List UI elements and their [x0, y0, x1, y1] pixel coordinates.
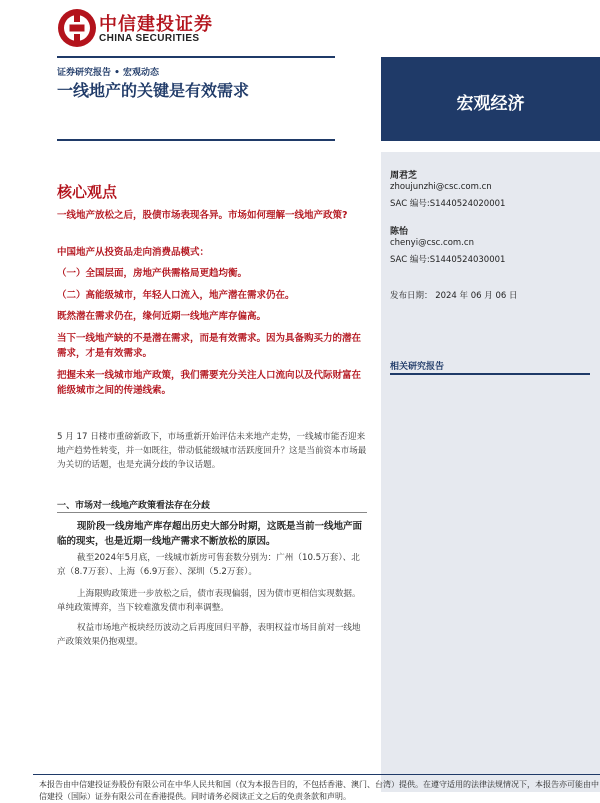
- body-paragraph: 上海限购政策进一步放松之后，债市表现偏弱，因为债市更相信实现数据。单纯政策博弈，当下较难激发债市利率调整。: [57, 589, 361, 613]
- section-heading: 一、市场对一线地产政策看法存在分歧: [57, 501, 211, 511]
- key-point: 当下一线地产缺的不是潜在需求，而是有效需求。因为具备购买力的潜在需求，才是有效需求。: [57, 333, 362, 359]
- related-reports-label: 相关研究报告: [390, 362, 445, 372]
- page-title: 一线地产的关键是有效需求: [57, 81, 250, 100]
- author-email[interactable]: chenyi@csc.com.cn: [390, 238, 474, 248]
- publish-date: 发布日期： 2024 年 06 月 06 日: [390, 291, 518, 301]
- key-point: 既然潜在需求仍在，缘何近期一线地产库存偏高。: [57, 311, 267, 322]
- author-name: 周君芝: [390, 171, 418, 181]
- brand-name-en: CHINA SECURITIES: [99, 33, 200, 44]
- body-paragraph: 权益市场地产板块经历波动之后再度回归平静，表明权益市场目前对一线地产政策效果仍抱观望。: [57, 623, 361, 647]
- footer-disclaimer: 本报告由中信建投证券股份有限公司在中华人民共和国（仅为本报告目的，不包括香港、澳门、台湾）提供。在遵守适用的法律法规情况下，本报告亦可能由中信建投（国际）证券有限公司在香港提供。同时请务必阅读正文之后的免责条款和声明。: [39, 780, 599, 801]
- key-point: 中国地产从投资品走向消费品模式：: [57, 247, 210, 258]
- breadcrumb: 证券研究报告 • 宏观动态: [57, 68, 160, 78]
- related-reports-rule: [390, 373, 590, 375]
- key-point: 一线地产放松之后，股债市场表现各异。市场如何理解一线地产政策?: [57, 210, 348, 221]
- header-top-rule: [57, 56, 335, 58]
- side-panel: [381, 152, 600, 792]
- key-point: （一）全国层面，房地产供需格局更趋均衡。: [57, 268, 248, 279]
- section-heading-rule: [57, 512, 367, 513]
- footer-rule: [33, 774, 600, 775]
- key-points-title: 核心观点: [57, 183, 118, 201]
- author-email[interactable]: zhoujunzhi@csc.com.cn: [390, 182, 492, 192]
- category-label: 宏观经济: [456, 94, 525, 114]
- key-point: 把握未来一线城市地产政策，我们需要充分关注人口流向以及代际财富在能级城市之间的传递线索。: [57, 370, 362, 396]
- section-lead: 现阶段一线房地产库存超出历史大部分时期，这既是当前一线地产面临的现实，也是近期一线地产需求不断放松的原因。: [57, 521, 363, 547]
- author-sac: SAC 编号:S1440524020001: [390, 199, 506, 209]
- author-sac: SAC 编号:S1440524030001: [390, 255, 506, 265]
- author-name: 陈怡: [390, 227, 409, 237]
- china-securities-logo-icon: [57, 8, 97, 48]
- brand-name-cn: 中信建投证券: [99, 14, 213, 35]
- body-paragraph: 截至2024年5月底，一线城市新房可售套数分别为：广州（10.5万套）、北京（8.7万套）、上海（6.9万套）、深圳（5.2万套）。: [57, 553, 360, 577]
- intro-paragraph: 5 月 17 日楼市重磅新政下，市场重新开始评估未来地产走势，一线城市能否迎来地产趋势性转变，并一如既往，带动低能级城市活跃度回升？这是当前资本市场最为关切的话题，也是充满分歧的争议话题。: [57, 432, 367, 470]
- header-bottom-rule: [57, 139, 335, 141]
- key-point: （二）高能级城市，年轻人口流入，地产潜在需求仍在。: [57, 290, 295, 301]
